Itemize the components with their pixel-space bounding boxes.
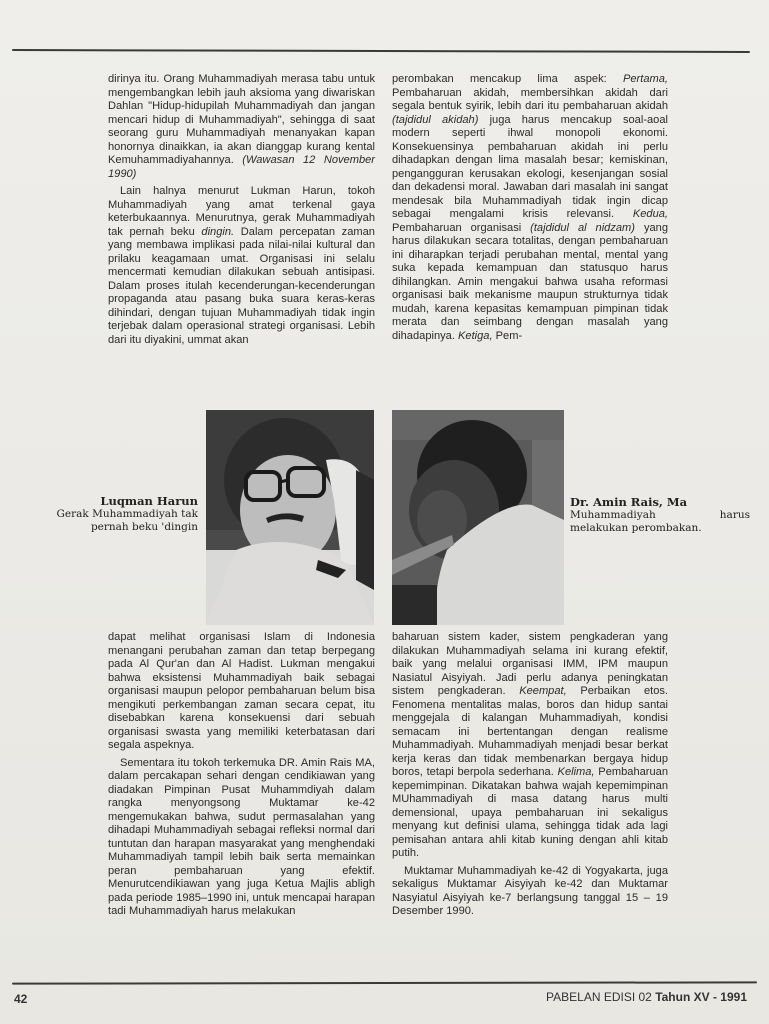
column-top-right xyxy=(392,73,668,343)
paragraph-text: dirinya itu. Orang Muhammadiyah merasa tabu untuk mengembangkan lebih jauh aksioma yang diwariskan Dahlan "Hidup-hidupilah Muhammadiyah dan jangan mencari hidup di Muhammadiyah", sehingga di saat seorang guru Muhammadiyah menanyakan kapan honornya dinaikkan, ia akan dianggap kurang kental Kemuhammadiyahannya. xyxy=(108,73,375,166)
paragraph-text: baharuan sistem kader, sistem pengkaderan yang dilakukan Muhammadiyah selama ini kurang efektif, baik yang melalui organisasi IMM, IPM maupun Nasiatul Aisyiyah. Jadi perlu adanya peningkatan sistem pengkaderan. xyxy=(392,631,668,697)
photo-amin-rais xyxy=(392,410,564,625)
paragraph: dapat melihat organisasi Islam di Indonesia menangani perubahan zaman dan tetap berpegang pada Al Qur'an dan Al Hadist. Lukman mengakui bahwa eksistensi Muhammadiyah baik sebagai organisasi maupun pelopor pembaharuan belum bisa mengikuti perkembangan zaman secara cepat, itu disebabkan karena konsekuensi dari sebuah organisasi swasta yang memiliki keterbatasan dari segala aspeknya. xyxy=(108,631,375,751)
paragraph: Sementara itu tokoh terkemuka DR. Amin Rais MA, dalam percakapan sehari dengan cendikiawan yang diadakan Pimpinan Pusat Muhammdiyah dalam rangka menyongsong Muktamar ke-42 mengemukakan bahwa, sudut permasalahan yang dihadapi Muhammadiyah sebagai refleksi normal dari tuntutan dan harapan masyarakat yang menghendaki Muhammadiyah tampil lebih baik serta memainkan peran pembaharuan yang efektif. Menurutcendikiawan yang juga Ketua Majlis abligh pada periode 1985–1990 ini, untuk mencapai harapan tadi Muhammadiyah harus melakukan xyxy=(108,756,375,917)
emphasis: Kedua, xyxy=(632,208,668,220)
emphasis: Pertama, xyxy=(622,73,668,85)
page-number: 42 xyxy=(14,992,28,1006)
emphasis: dingin. xyxy=(201,225,235,238)
bottom-rule xyxy=(12,981,757,984)
paragraph-text: Pem- xyxy=(492,329,523,342)
caption-text: Muhammadiyah harus melakukan perombakan. xyxy=(570,509,750,534)
emphasis: (tajdidul al nidzam) xyxy=(530,221,635,234)
paragraph-text: yang harus dilakukan secara totalitas, dengan pembaharuan ini diharapkan terjadi perubahan mental, mental yang suka kepada kemampuan dan statusquo harus dihilangkan. Amin mengakui bahwa usaha reformasi organisasi baik mekanisme maupun strukturnya tidak mudah, karena kepasitas kemampuan pimpinan tidak merata dan seimbang dengan masalah yang dihadapinya. xyxy=(392,221,669,342)
paragraph-text: perombakan mencakup lima aspek: xyxy=(392,73,623,85)
paragraph-text: Perbaikan etos. Fenomena mentalitas malas, boros dan hidup santai menggejala di kalangan Muhammadiyah, kondisi semacam ini bertentangan dengan realisme Muhammadiyah. Muhammadiyah menjadi besar berkat kerja keras dan tidak membenarkan bergaya hidup boros, tetapi berpola sederhana. xyxy=(392,685,668,778)
caption-name: Dr. Amin Rais, Ma xyxy=(570,495,688,509)
volume-year: Tahun XV - 1991 xyxy=(655,990,747,1004)
emphasis: Keempat, xyxy=(519,685,567,697)
portrait-image xyxy=(392,410,564,625)
emphasis: Kelima, xyxy=(557,766,595,778)
caption-text: Gerak Muhammadiyah tak pernah beku 'dingin xyxy=(56,508,198,533)
paragraph xyxy=(392,631,668,861)
caption-amin-rais xyxy=(570,496,750,535)
column-bottom-left xyxy=(108,631,375,919)
top-rule xyxy=(12,49,750,53)
paragraph-text: Dalam percepatan zaman yang membawa implikasi pada nilai-nilai kultural dan prilaku keagamaan umat. Organisasi ini selalu mencermati kemudian dilakukan sebuah antisipasi. Dalam proses itulah kecenderungan-kecenderungan propaganda atau pasang buka suara keras-keras dihindari, dengan tujuan Muhammadiyah tidak ingin terjebak dalam operasional strategi organisasi. Lebih dari itu diyakini, ummat akan xyxy=(108,225,375,346)
paragraph xyxy=(108,185,375,347)
paragraph-text: Lain halnya menurut Lukman Harun, tokoh Muhammadiyah yang amat terkenal gaya keterbukaannya. Menurutnya, gerak Muhammadiyah tak pernah beku xyxy=(108,185,375,238)
portrait-image xyxy=(206,410,374,625)
caption-luqman-harun xyxy=(40,495,198,534)
paragraph xyxy=(108,73,375,181)
paragraph xyxy=(392,73,668,343)
column-bottom-right xyxy=(392,631,668,919)
paragraph-text: Pembaharuan kepemimpinan. Dikatakan bahwa wajah kepemimpinan MUhammadiyah di masa datang harus multi demensional, upaya pembaharuan ini sekaligus menyang kut definisi ulama, sehingga tidak ada lagi pemisahan antara ahli kitab kuning dengan ahli kitab putih. xyxy=(392,766,669,859)
citation: (Wawasan 12 November 1990) xyxy=(108,154,375,180)
column-top-left xyxy=(108,73,375,347)
paragraph: Muktamar Muhammadiyah ke-42 di Yogyakarta, juga sekaligus Muktamar Aisyiyah ke-42 dan Muktamar Nasyiatul Aisyiyah ke-7 berlangsung tanggal 15 – 19 Desember 1990. xyxy=(392,864,668,917)
emphasis: Ketiga, xyxy=(458,329,493,342)
running-footer xyxy=(546,990,747,1004)
caption-name: Luqman Harun xyxy=(100,494,198,508)
paragraph-text: Pembaharuan akidah, membersihkan akidah dari segala bentuk syirik, lebih dari itu pembaharuan akidah xyxy=(392,86,668,112)
paragraph-text: juga harus mencakup soal-aoal modern seperti ihwal monopoli ekonomi. Konsekuensinya pembaharuan akidah ini perlu dihadapkan dengan lima masalah besar; kemiskinan, pengangguran kerusakan ekologi, kesenjangan sosial dan dekadensi moral. Jawaban dari masalah ini sangat mendesak bila Muhammadiyah tidak ingin dicap sebagai mengalami krisis relevansi. xyxy=(392,113,668,220)
publication-name: PABELAN EDISI 02 xyxy=(546,990,656,1004)
emphasis: (tajdidul akidah) xyxy=(392,113,479,126)
photo-luqman-harun xyxy=(206,410,374,625)
paragraph-text: Pembaharuan organisasi xyxy=(392,221,531,234)
